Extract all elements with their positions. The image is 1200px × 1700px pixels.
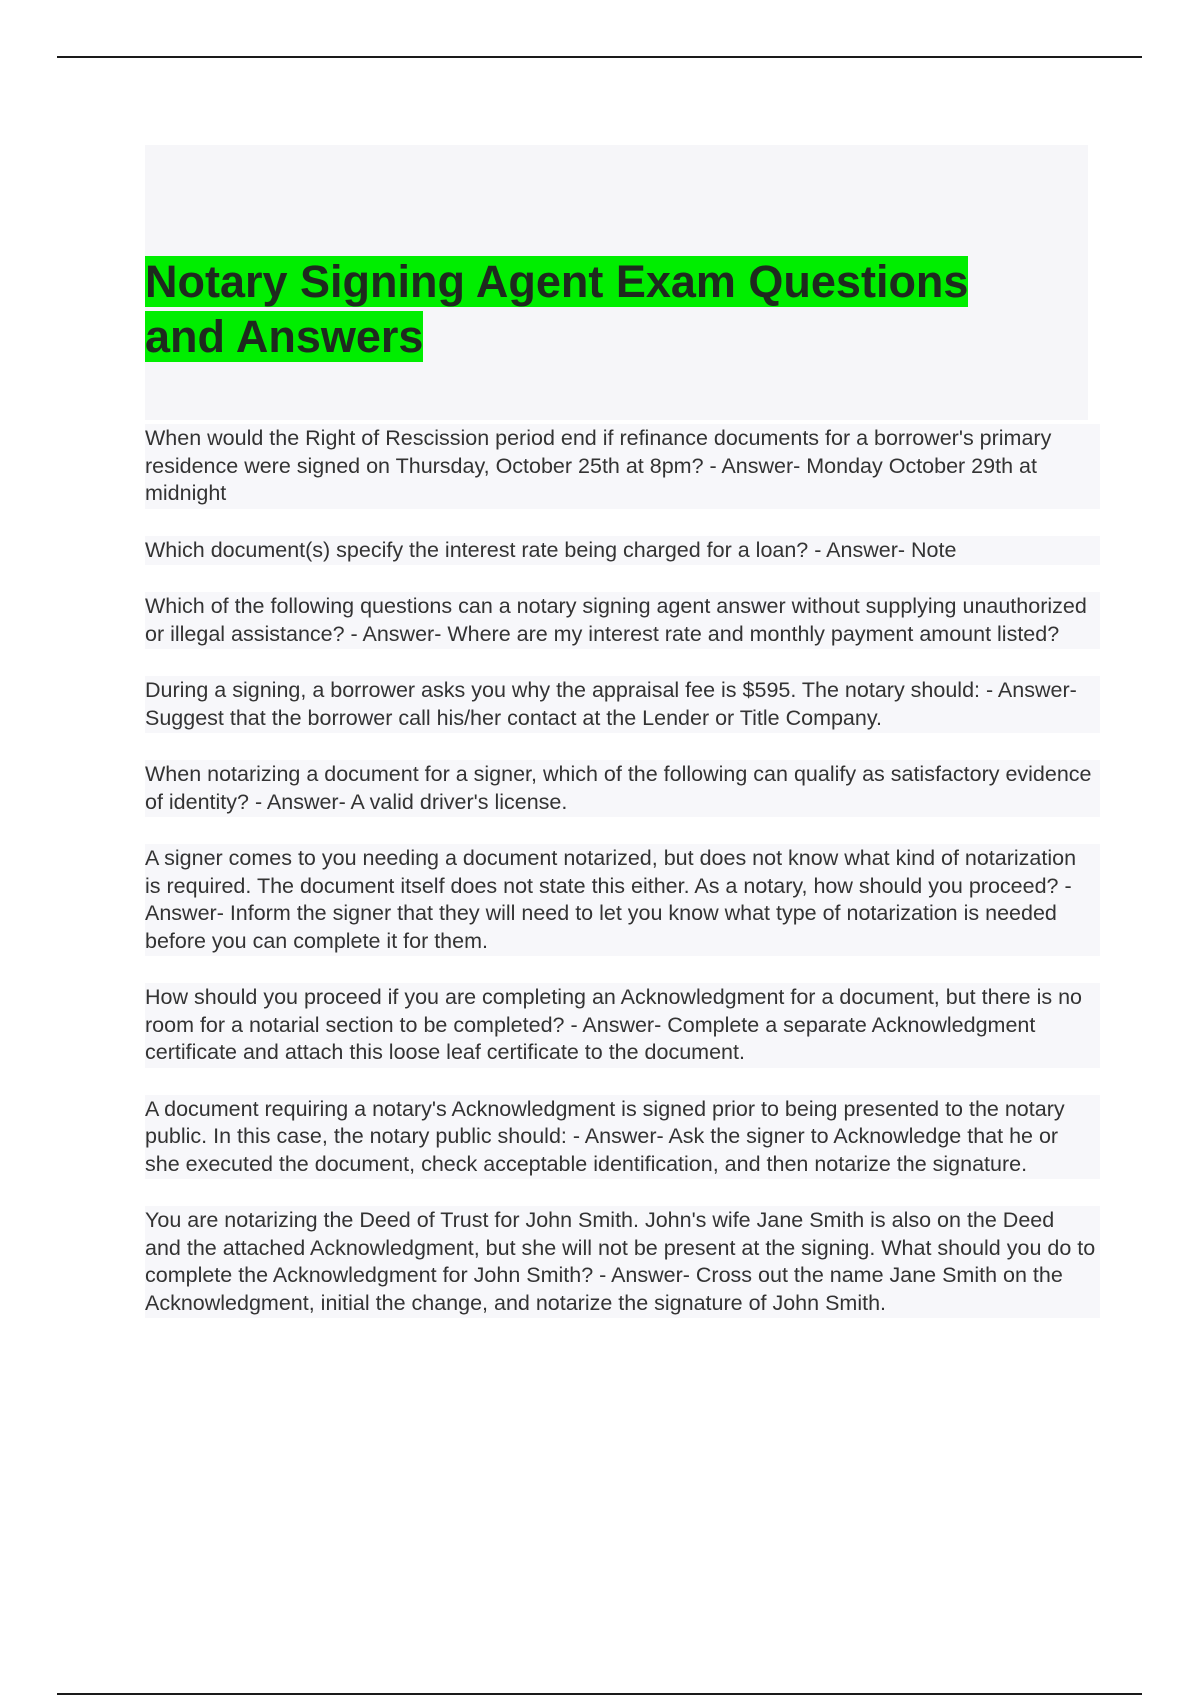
top-rule [57,56,1142,58]
qa-item: Which document(s) specify the interest rate being charged for a loan? - Answer- Note [145,536,1100,566]
qa-item: How should you proceed if you are completing an Acknowledgment for a document, but there is no room for a notarial section to be completed? - Answer- Complete a separate Acknowledgment certificate and attach this loose leaf certificate to the document. [145,983,1100,1068]
qa-item: Which of the following questions can a notary signing agent answer without supplying unauthorized or illegal assistance? - Answer- Where are my interest rate and monthly payment amount listed? [145,592,1100,649]
qa-item: A document requiring a notary's Acknowledgment is signed prior to being presented to the notary public. In this case, the notary public should: - Answer- Ask the signer to Acknowledge that he or she executed the document, check acceptable identification, and then notarize the signature. [145,1095,1100,1180]
qa-item: During a signing, a borrower asks you why the appraisal fee is $595. The notary should: - Answer- Suggest that the borrower call his/her contact at the Lender or Title Company. [145,676,1100,733]
qa-item: When would the Right of Rescission period end if refinance documents for a borrower's primary residence were signed on Thursday, October 25th at 8pm? - Answer- Monday October 29th at midnight [145,424,1100,509]
qa-item: You are notarizing the Deed of Trust for John Smith. John's wife Jane Smith is also on the Deed and the attached Acknowledgment, but she will not be present at the signing. What should you do to complete the Acknowledgment for John Smith? - Answer- Cross out the name Jane Smith on the Acknowledgment, initial the change, and notarize the signature of John Smith. [145,1206,1100,1318]
qa-item: When notarizing a document for a signer, which of the following can qualify as satisfactory evidence of identity? - Answer- A valid driver's license. [145,760,1100,817]
qa-item: A signer comes to you needing a document notarized, but does not know what kind of notarization is required. The document itself does not state this either. As a notary, how should you proceed? - Answer- Inform the signer that they will need to let you know what type of notarization is needed before you can complete it for them. [145,844,1100,956]
qa-list [145,424,1100,1345]
bottom-rule [57,1693,1142,1695]
title-line-2: and Answers [145,311,424,362]
page-title [145,254,1085,364]
title-line-1: Notary Signing Agent Exam Questions [145,256,969,307]
